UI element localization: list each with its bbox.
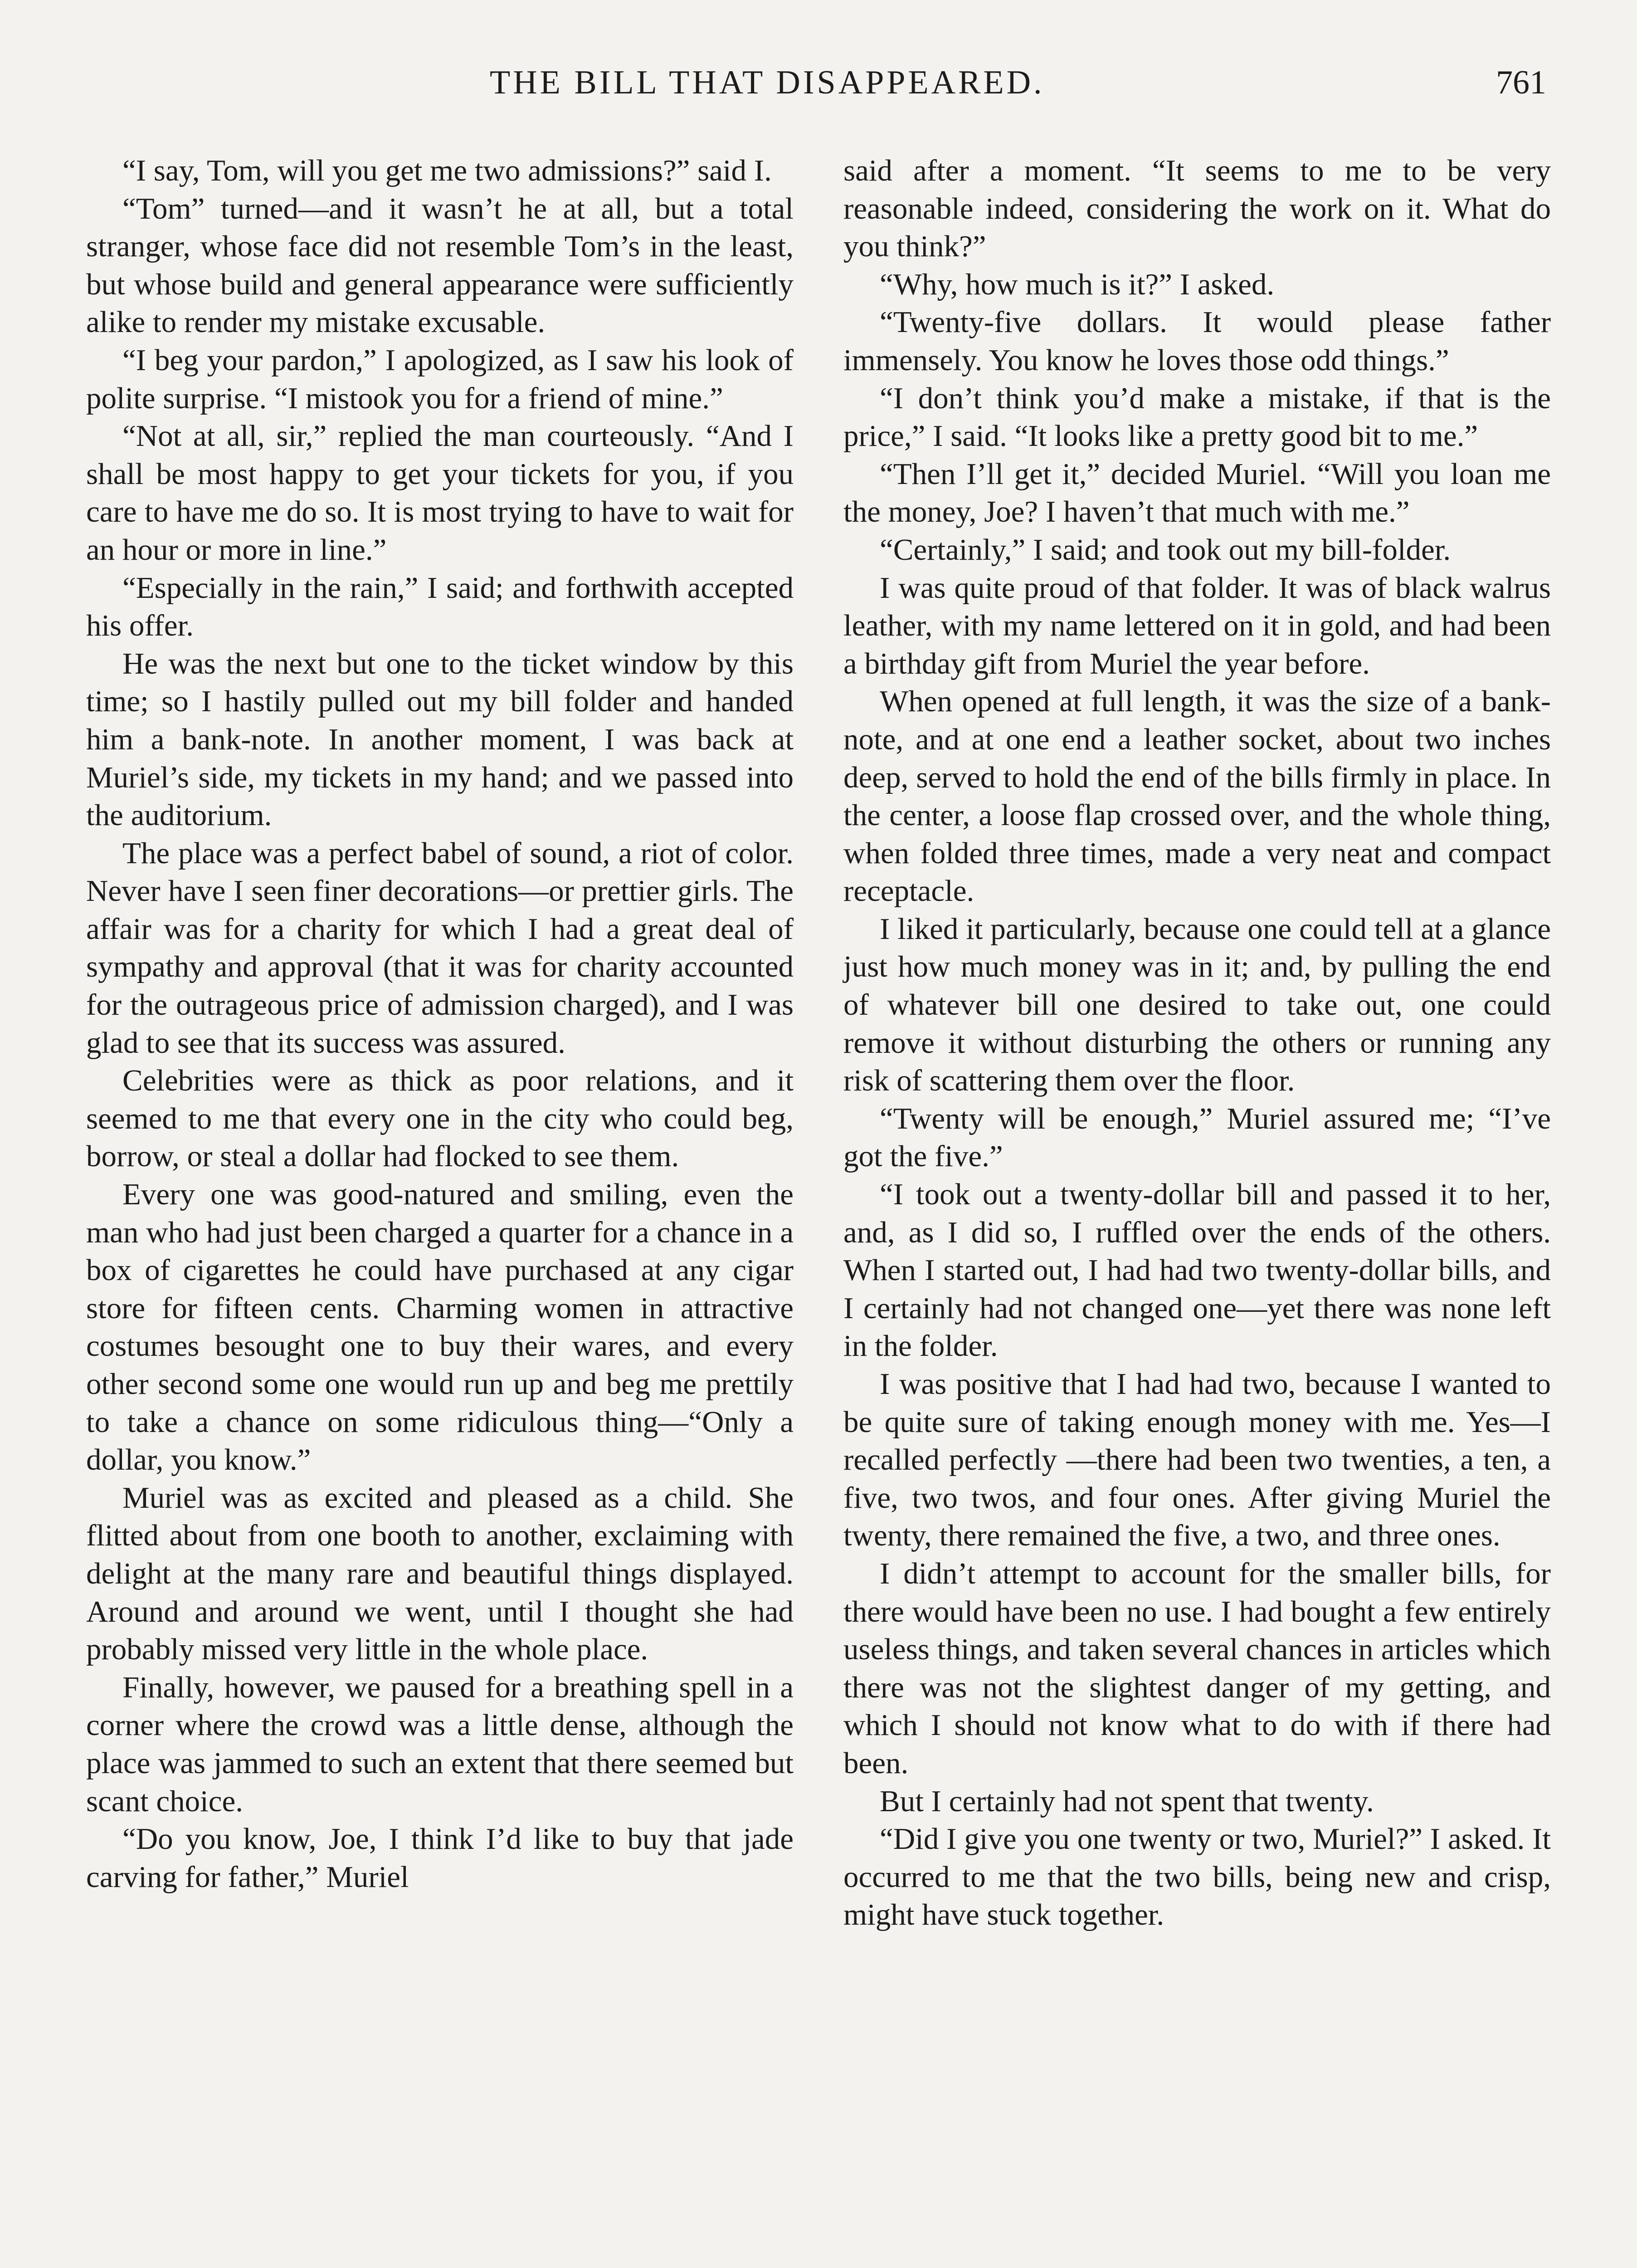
paragraph: “Twenty will be enough,” Muriel assured me; “I’ve got the five.” bbox=[843, 1101, 1551, 1173]
left-text-column bbox=[86, 152, 794, 1896]
paragraph: “Not at all, sir,” replied the man courteously. “And I shall be most happy to get your tickets for you, if you care to have me do so. It is most trying to have to wait for an hour or more in line.” bbox=[86, 419, 794, 567]
running-head-title: THE BILL THAT DISAPPEARED. bbox=[490, 64, 1045, 101]
paragraph: said after a moment. “It seems to me to be very reasonable indeed, considering the work on it. What do you think?” bbox=[843, 154, 1551, 264]
paragraph: “Twenty-five dollars. It would please father immensely. You know he loves those odd things.” bbox=[843, 305, 1551, 377]
paragraph: “Why, how much is it?” I asked. bbox=[880, 267, 1275, 301]
paragraph: Finally, however, we paused for a breathing spell in a corner where the crowd was a little dense, although the place was jammed to such an extent that there seemed but scant choice. bbox=[86, 1670, 794, 1818]
paragraph: “Certainly,” I said; and took out my bill-folder. bbox=[880, 533, 1451, 567]
paragraph: The place was a perfect babel of sound, a riot of color. Never have I seen finer decorations—or prettier girls. The affair was for a charity for which I had a great deal of sympathy and approval (that it was for charity accounted for the outrageous price of admission charged), and I was glad to see that its success was assured. bbox=[86, 836, 794, 1060]
paragraph: “Then I’ll get it,” decided Muriel. “Will you loan me the money, Joe? I haven’t that much with me.” bbox=[843, 457, 1551, 529]
paragraph: Every one was good-natured and smiling, even the man who had just been charged a quarter for a chance in a box of cigarettes he could have purchased at any cigar store for fifteen cents. Charming women in attractive costumes besought one to buy their wares, and every other second some one would run up and beg me prettily to take a chance on some ridiculous thing—“Only a dollar, you know.” bbox=[86, 1178, 794, 1477]
paragraph: “Do you know, Joe, I think I’d like to buy that jade carving for father,” Muriel bbox=[86, 1822, 794, 1894]
paragraph: Muriel was as excited and pleased as a child. She flitted about from one booth to another, exclaiming with delight at the many rare and beautiful things displayed. Around and around we went, until I thought she had probably missed very little in the whole place. bbox=[86, 1481, 794, 1667]
paragraph: Celebrities were as thick as poor relations, and it seemed to me that every one in the city who could beg, borrow, or steal a dollar had flocked to see them. bbox=[86, 1064, 794, 1173]
paragraph: I didn’t attempt to account for the smaller bills, for there would have been no use. I had bought a few entirely useless things, and taken several chances in articles which there was not the slightest danger of my getting, and which I should not know what to do with if there had been. bbox=[843, 1556, 1551, 1780]
paragraph: I liked it particularly, because one could tell at a glance just how much money was in it; and, by pulling the end of whatever bill one desired to take out, one could remove it without disturbing the others or running any risk of scattering them over the floor. bbox=[843, 912, 1551, 1098]
paragraph: “I beg your pardon,” I apologized, as I saw his look of polite surprise. “I mistook you for a friend of mine.” bbox=[86, 343, 794, 415]
page-number: 761 bbox=[1496, 64, 1546, 101]
paragraph: He was the next but one to the ticket window by this time; so I hastily pulled out my bill folder and handed him a bank-note. In another moment, I was back at Muriel’s side, my tickets in my hand; and we passed into the auditorium. bbox=[86, 646, 794, 832]
paragraph: But I certainly had not spent that twenty. bbox=[880, 1784, 1374, 1818]
paragraph: When opened at full length, it was the size of a bank-note, and at one end a leather socket, about two inches deep, served to hold the end of the bills firmly in place. In the center, a loose flap crossed over, and the whole thing, when folded three times, made a very neat and compact receptacle. bbox=[843, 684, 1551, 908]
paragraph: “Especially in the rain,” I said; and forthwith accepted his offer. bbox=[86, 571, 794, 643]
paragraph: I was quite proud of that folder. It was of black walrus leather, with my name lettered on it in gold, and had been a birthday gift from Muriel the year before. bbox=[843, 571, 1551, 680]
right-text-column bbox=[843, 152, 1551, 1934]
paragraph: “Did I give you one twenty or two, Muriel?” I asked. It occurred to me that the two bills, being new and crisp, might have stuck together. bbox=[843, 1822, 1551, 1932]
paragraph: “I took out a twenty-dollar bill and passed it to her, and, as I did so, I ruffled over the ends of the others. When I started out, I had had two twenty-dollar bills, and I certainly had not changed one—yet there was none left in the folder. bbox=[843, 1178, 1551, 1363]
paragraph: “I don’t think you’d make a mistake, if that is the price,” I said. “It looks like a pretty good bit to me.” bbox=[843, 381, 1551, 453]
paragraph: I was positive that I had had two, because I wanted to be quite sure of taking enough money with me. Yes—I recalled perfectly —there had been two twenties, a ten, a five, two twos, and four ones. After giving Muriel the twenty, there remained the five, a two, and three ones. bbox=[843, 1367, 1551, 1553]
paragraph: “I say, Tom, will you get me two admissions?” said I. bbox=[122, 154, 772, 187]
paragraph: “Tom” turned—and it wasn’t he at all, but a total stranger, whose face did not resemble Tom’s in the least, but whose build and general appearance were sufficiently alike to render my mistake excusable. bbox=[86, 191, 794, 339]
